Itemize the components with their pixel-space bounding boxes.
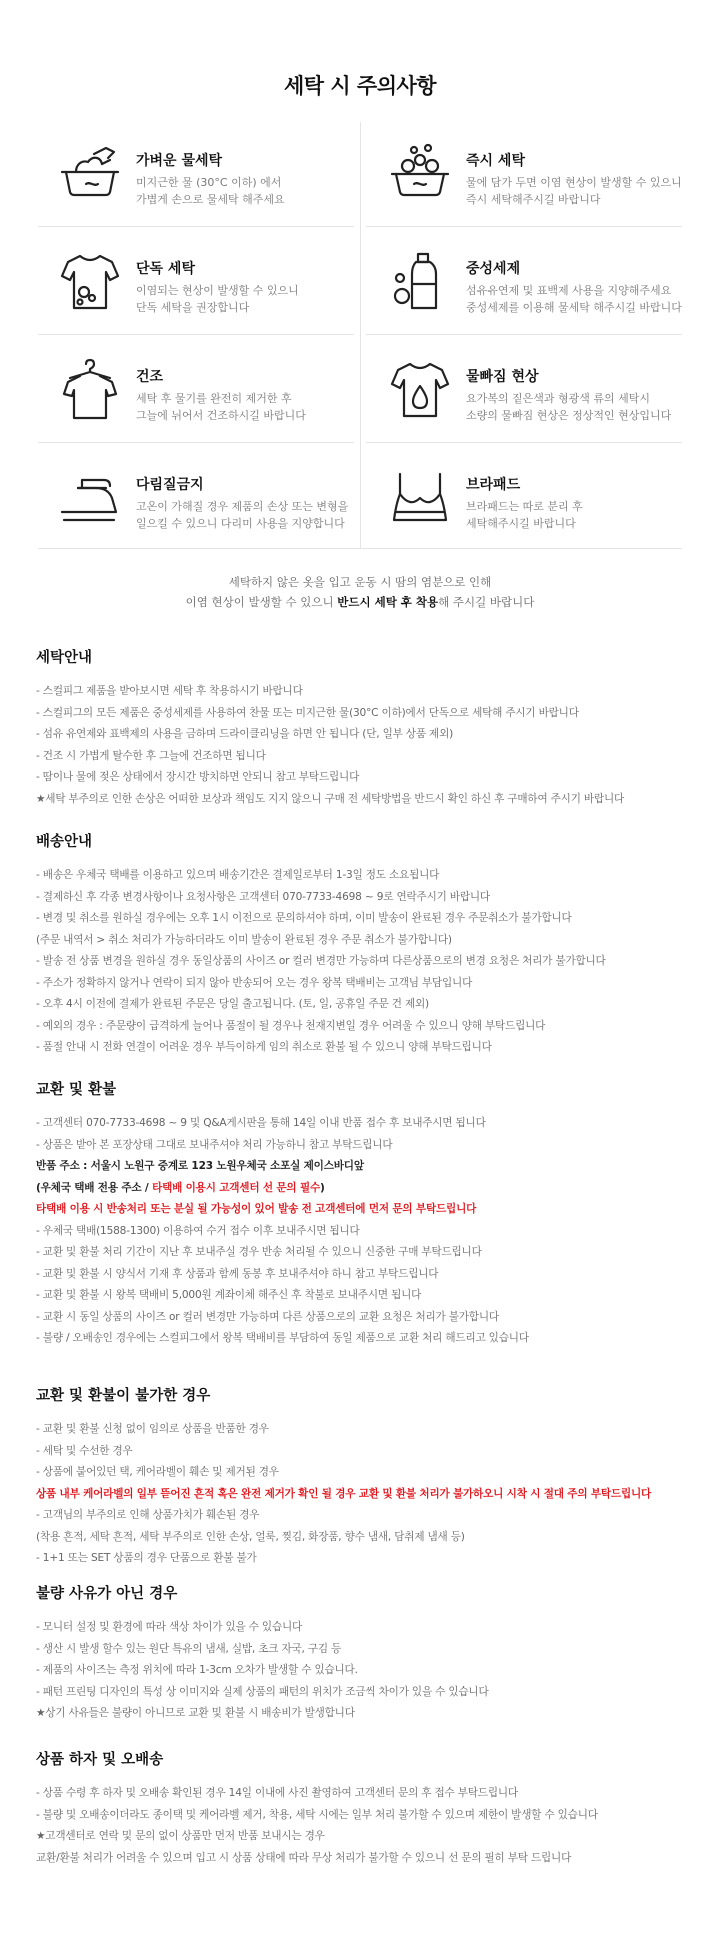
care-desc: 물에 담가 두면 이염 현상이 발생할 수 있으니 즉시 세탁해주시길 바랍니다: [466, 176, 682, 206]
section-title: 세탁안내: [36, 650, 93, 666]
line-text: (우체국 택배 전용 주소 /: [36, 1181, 153, 1194]
section-line: - 1+1 또는 SET 상품의 경우 단품으로 환불 불가: [36, 1552, 257, 1564]
section-line: 상품 내부 케어라벨의 일부 뜯어진 흔적 혹은 완전 제거가 확인 될 경우 교환 및 환불 처리가 불가하오니 시착 시 절대 주의 부탁드립니다: [36, 1487, 652, 1500]
care-desc: 이염되는 현상이 발생할 수 있으니 단독 세탁을 권장합니다: [136, 284, 299, 314]
section-line: - 발송 전 상품 변경을 원하실 경우 동일상품의 사이즈 or 컬러 변경만 가능하며 다른상품으로의 변경 요청은 처리가 불가합니다: [36, 955, 606, 967]
section-title: 상품 하자 및 오배송: [36, 1752, 164, 1768]
section-line: - 스컬피그 제품을 받아보시면 세탁 후 착용하시기 바랍니다: [36, 685, 303, 697]
section-line: - 생산 시 발생 할수 있는 원단 특유의 냄새, 실밥, 초크 자국, 구김 등: [36, 1642, 342, 1655]
note-text: 해 주시길 바랍니다: [438, 595, 535, 609]
section-line: - 예외의 경우 : 주문량이 급격하게 늘어나 품절이 될 경우나 천재지변일 경우 어려울 수 있으니 양해 부탁드립니다: [36, 1019, 546, 1032]
section-line: - 불량 / 오배송인 경우에는 스컬피그에서 왕복 택배비를 부담하여 동일 제품으로 교환 처리 해드리고 있습니다: [36, 1332, 529, 1344]
care-desc: 요가복의 짙은색과 형광색 류의 세탁시 소량의 물빠짐 현상은 정상적인 현상입니다: [466, 392, 672, 422]
section-title: 배송안내: [36, 834, 93, 850]
care-item-hang-dry: [38, 338, 358, 442]
care-item-color-bleed: [368, 338, 688, 442]
color-bleed-icon: [386, 356, 454, 424]
section-line: - 교환 및 환불 시 양식서 기재 후 상품과 함께 동봉 후 보내주셔야 하니 참고 부탁드립니다: [36, 1267, 439, 1280]
section-line: - 교환 시 동일 상품의 사이즈 or 컬러 변경만 가능하며 다른 상품으로의 교환 요청은 처리가 불가합니다: [36, 1310, 499, 1323]
section-line: - 건조 시 가볍게 탈수한 후 그늘에 건조하면 됩니다: [36, 749, 266, 762]
section-line: ★고객센터로 연락 및 문의 없이 상품만 먼저 반품 보내시는 경우: [36, 1830, 325, 1842]
care-desc: 브라패드는 따로 분리 후 세탁해주시길 바랍니다: [466, 500, 583, 530]
line-highlight: 타택배 이용시 고객센터 선 문의 필수: [152, 1181, 321, 1194]
section-line: - 제품의 사이즈는 측정 위치에 따라 1-3cm 오차가 발생할 수 있습니다.: [36, 1664, 358, 1676]
note-line-2: [0, 592, 720, 612]
care-title: 건조: [136, 369, 164, 385]
section-line: - 상품은 받아 본 포장상태 그대로 보내주셔야 처리 가능하니 참고 부탁드립니다: [36, 1138, 393, 1151]
section-line: - 주소가 정확하지 않거나 연락이 되지 않아 반송되어 오는 경우 왕복 택배비는 고객님 부담입니다: [36, 976, 473, 989]
care-title: 가벼운 물세탁: [136, 153, 223, 169]
section-line: [36, 1178, 696, 1200]
care-desc: 미지근한 물 (30°C 이하) 에서 가볍게 손으로 물세탁 해주세요: [136, 176, 285, 206]
note-line-1: 세탁하지 않은 옷을 입고 운동 시 땀의 염분으로 인해: [228, 575, 492, 589]
section-title: 불량 사유가 아닌 경우: [36, 1586, 178, 1602]
immediate-wash-icon: [386, 140, 454, 208]
care-title: 브라패드: [466, 477, 521, 493]
section-line: - 교환 및 환불 처리 기간이 지난 후 보내주실 경우 반송 처리될 수 있으니 신중한 구매 부탁드립니다: [36, 1246, 482, 1258]
care-title: 단독 세탁: [136, 261, 195, 277]
no-iron-icon: [56, 464, 124, 532]
section-line: - 배송은 우체국 택배를 이용하고 있으며 배송기간은 결제일로부터 1-3일 정도 소요됩니다: [36, 869, 440, 881]
section-line: 반품 주소 : 서울시 노원구 중계로 123 노원우체국 소포실 제이스바디앞: [36, 1160, 364, 1172]
section-line: - 교환 및 환불 시 왕복 택배비 5,000원 계좌이체 해주신 후 착불로 보내주시면 됩니다: [36, 1289, 422, 1301]
section-line: (착용 흔적, 세탁 흔적, 세탁 부주의로 인한 손상, 얼룩, 찢김, 화장품, 향수 냄새, 담취제 냄새 등): [36, 1530, 465, 1543]
section-line: - 불량 및 오배송이더라도 종이택 및 케어라벨 제거, 착용, 세탁 시에는 일부 처리 불가할 수 있으며 제한이 발생할 수 있습니다: [36, 1808, 598, 1821]
section-line: ★세탁 부주의로 인한 손상은 어떠한 보상과 책임도 지지 않으니 구매 전 세탁방법을 반드시 확인 하신 후 구매하여 주시기 바랍니다: [36, 792, 625, 805]
section-line: - 결제하신 후 각종 변경사항이나 요청사항은 고객센터 070-7733-4698 ~ 9로 연락주시기 바랍니다: [36, 890, 490, 903]
section-non-refundable-cases: [36, 1384, 696, 1570]
hang-dry-icon: [56, 356, 124, 424]
section-line: - 고객님의 부주의로 인해 상품가치가 훼손된 경우: [36, 1509, 260, 1521]
section-line: - 패턴 프린팅 디자인의 특성 상 이미지와 실제 상품의 패턴의 위치가 조금씩 차이가 있을 수 있습니다: [36, 1685, 489, 1698]
wash-before-wear-note: [0, 572, 720, 612]
care-title: 즉시 세탁: [466, 153, 525, 169]
section-line: - 땀이나 물에 젖은 상태에서 장시간 방치하면 안되니 참고 부탁드립니다: [36, 771, 360, 783]
care-desc: 고온이 가해질 경우 제품의 손상 또는 변형을 일으킬 수 있으니 다리미 사용을 지양합니다: [136, 500, 349, 530]
section-line: - 변경 및 취소를 원하실 경우에는 오후 1시 이전으로 문의하셔야 하며, 이미 발송이 완료된 경우 주문취소가 불가합니다: [36, 912, 572, 924]
section-line: 타택배 이용 시 반송처리 또는 분실 될 가능성이 있어 발송 전 고객센터에 먼저 문의 부탁드립니다: [36, 1203, 477, 1215]
care-desc: 세탁 후 물기를 완전히 제거한 후 그늘에 뉘어서 건조하시길 바랍니다: [136, 392, 306, 422]
line-text: ): [320, 1181, 325, 1194]
care-item-immediate-wash: [368, 122, 688, 226]
section-line: - 모니터 설정 및 환경에 따라 색상 차이가 있을 수 있습니다: [36, 1621, 303, 1633]
care-item-hand-wash: [38, 122, 358, 226]
bra-pad-icon: [386, 464, 454, 532]
section-line: - 우체국 택배(1588-1300) 이용하여 수거 접수 이후 보내주시면 됩니다: [36, 1224, 360, 1237]
hand-wash-icon: [56, 140, 124, 208]
section-line: - 상품에 붙어있던 택, 케어라벨이 훼손 및 제거된 경우: [36, 1466, 279, 1478]
section-line: - 상품 수령 후 하자 및 오배송 확인된 경우 14일 이내에 사진 촬영하여 고객센터 문의 후 접수 부탁드립니다: [36, 1787, 518, 1799]
separate-wash-icon: [56, 248, 124, 316]
section-title: 교환 및 환불: [36, 1082, 117, 1098]
neutral-detergent-icon: [386, 248, 454, 316]
section-line: (주문 내역서 > 취소 처리가 가능하더라도 이미 발송이 완료된 경우 주문 취소가 불가합니다): [36, 933, 452, 946]
section-title: 교환 및 환불이 불가한 경우: [36, 1388, 211, 1404]
section-defect-misdelivery: [36, 1748, 696, 1869]
section-line: - 세탁 및 수선한 경우: [36, 1444, 133, 1457]
section-line: - 품절 안내 시 전화 연결이 어려운 경우 부득이하게 임의 취소로 환불 될 수 있으니 양해 부탁드립니다: [36, 1041, 492, 1053]
section-shipping-guide: [36, 830, 696, 1059]
note-text: 이염 현상이 발생할 수 있으니: [185, 595, 338, 609]
section-line: - 스컬피그의 모든 제품은 중성세제를 사용하여 찬물 또는 미지근한 물(30°C 이하)에서 단독으로 세탁해 주시기 바랍니다: [36, 706, 579, 719]
care-item-no-iron: [38, 446, 358, 550]
care-title: 다림질금지: [136, 477, 204, 493]
section-exchange-refund: [36, 1078, 696, 1350]
page-title: 세탁 시 주의사항: [283, 74, 437, 98]
section-line: - 섬유 유연제와 표백제의 사용을 금하며 드라이클리닝을 하면 안 됩니다 (단, 일부 상품 제외): [36, 728, 454, 740]
section-line: - 교환 및 환불 신청 없이 임의로 상품을 반품한 경우: [36, 1423, 269, 1435]
care-title: 물빠짐 현상: [466, 369, 539, 385]
care-item-bra-pad: [368, 446, 688, 550]
care-item-neutral-detergent: [368, 230, 688, 334]
section-line: 교환/환불 처리가 어려울 수 있으며 입고 시 상품 상태에 따라 무상 처리가 불가할 수 있으니 선 문의 필히 부탁 드립니다: [36, 1851, 572, 1864]
care-title: 중성세제: [466, 261, 521, 277]
section-line: ★상기 사유들은 불량이 아니므로 교환 및 환불 시 배송비가 발생합니다: [36, 1707, 355, 1719]
section-line: - 고객센터 070-7733-4698 ~ 9 및 Q&A게시판을 통해 14일 이내 반품 접수 후 보내주시면 됩니다: [36, 1117, 486, 1129]
note-emphasis: 반드시 세탁 후 착용: [337, 595, 439, 609]
care-item-separate-wash: [38, 230, 358, 334]
section-laundry-guide: [36, 646, 696, 810]
care-desc: 섬유유연제 및 표백제 사용을 지양해주세요 중성세제를 이용해 물세탁 해주시길 바랍니다: [466, 284, 682, 314]
section-line: - 오후 4시 이전에 결제가 완료된 주문은 당일 출고됩니다. (토, 일, 공휴일 주문 건 제외): [36, 998, 429, 1010]
section-not-defect-cases: [36, 1582, 696, 1725]
